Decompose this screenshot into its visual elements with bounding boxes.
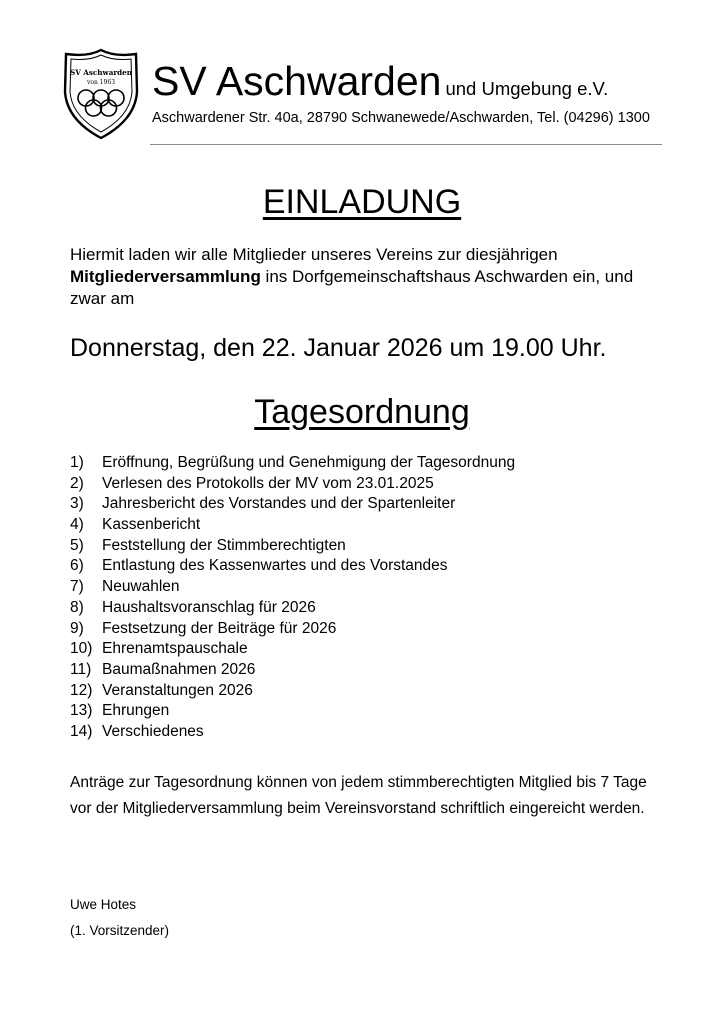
agenda-item-text: Ehrenamtspauschale	[102, 640, 248, 658]
signer-name: Uwe Hotes	[70, 897, 137, 912]
agenda-item-text: Haushaltsvoranschlag für 2026	[102, 598, 316, 616]
agenda-item	[70, 598, 515, 619]
agenda-item	[70, 619, 515, 640]
signature-block	[70, 892, 169, 944]
agenda-item-text: Baumaßnahmen 2026	[102, 660, 256, 678]
agenda-item	[70, 681, 515, 702]
club-name	[152, 58, 609, 104]
agenda-item-text: Eröffnung, Begrüßung und Genehmigung der Tagesordnung	[102, 454, 516, 471]
agenda-item-number: 9)	[70, 619, 84, 637]
meeting-date: Donnerstag, den 22. Januar 2026 um 19.00 Uhr.	[70, 334, 607, 362]
logo-text-line2: von 1963	[86, 79, 116, 86]
agenda-item-text: Festsetzung der Beiträge für 2026	[102, 619, 337, 637]
agenda-item-text: Veranstaltungen 2026	[102, 681, 253, 699]
agenda-title: Tagesordnung	[254, 393, 470, 431]
agenda-item	[70, 474, 515, 495]
agenda-item-number: 7)	[70, 578, 84, 596]
agenda-item	[70, 660, 515, 681]
agenda-item-text: Jahresbericht des Vorstandes und der Spartenleiter	[102, 495, 456, 513]
agenda-item-number: 2)	[70, 474, 84, 492]
invitation-intro	[70, 244, 670, 310]
club-name-main: SV Aschwarden	[152, 58, 442, 104]
agenda-item-number: 14)	[70, 722, 93, 740]
agenda-item-number: 1)	[70, 454, 84, 471]
agenda-item	[70, 639, 515, 660]
agenda-item	[70, 536, 515, 557]
agenda-item-number: 5)	[70, 536, 84, 554]
motions-note: Anträge zur Tagesordnung können von jedem stimmberechtigten Mitglied bis 7 Tage vor der Mitgliederversammlung beim Vereinsvorstand schriftlich eingereicht werden.	[70, 774, 647, 817]
agenda-item-number: 8)	[70, 598, 84, 616]
agenda-item-number: 6)	[70, 557, 84, 575]
club-logo-icon	[62, 48, 140, 140]
agenda-item-text: Kassenbericht	[102, 516, 201, 534]
logo-text-line1: SV Aschwarden	[70, 68, 132, 77]
intro-text-bold: Mitgliederversammlung	[70, 267, 261, 286]
agenda-item-number: 10)	[70, 640, 93, 658]
agenda-item-number: 13)	[70, 702, 93, 720]
agenda-item-number: 4)	[70, 516, 84, 534]
agenda-item	[70, 453, 515, 474]
signer-role: (1. Vorsitzender)	[70, 923, 170, 938]
agenda-item-text: Verschiedenes	[102, 722, 204, 740]
agenda-item	[70, 577, 515, 598]
agenda-item	[70, 722, 515, 743]
intro-text-end: ins Dorfgemeinschaftshaus Aschwarden ein, und zwar am	[70, 267, 634, 308]
agenda-item-text: Ehrungen	[102, 702, 170, 720]
invitation-title: EINLADUNG	[262, 183, 462, 221]
agenda-list	[70, 453, 515, 743]
agenda-item	[70, 701, 515, 722]
agenda-item-text: Verlesen des Protokolls der MV vom 23.01.2025	[102, 474, 434, 492]
agenda-item-text: Feststellung der Stimmberechtigten	[102, 536, 346, 554]
agenda-item-number: 3)	[70, 495, 84, 513]
agenda-item	[70, 494, 515, 515]
agenda-item-number: 11)	[70, 660, 92, 678]
agenda-item	[70, 556, 515, 577]
header-divider	[150, 144, 662, 145]
agenda-item-text: Entlastung des Kassenwartes und des Vorstandes	[102, 557, 448, 575]
agenda-item-number: 12)	[70, 681, 93, 699]
club-address: Aschwardener Str. 40a, 28790 Schwanewede/Aschwarden, Tel. (04296) 1300	[152, 110, 650, 126]
agenda-item	[70, 515, 515, 536]
agenda-item-text: Neuwahlen	[102, 578, 180, 596]
club-name-suffix: und Umgebung e.V.	[445, 78, 609, 99]
intro-text-start: Hiermit laden wir alle Mitglieder unseres Vereins zur diesjährigen	[70, 245, 558, 264]
